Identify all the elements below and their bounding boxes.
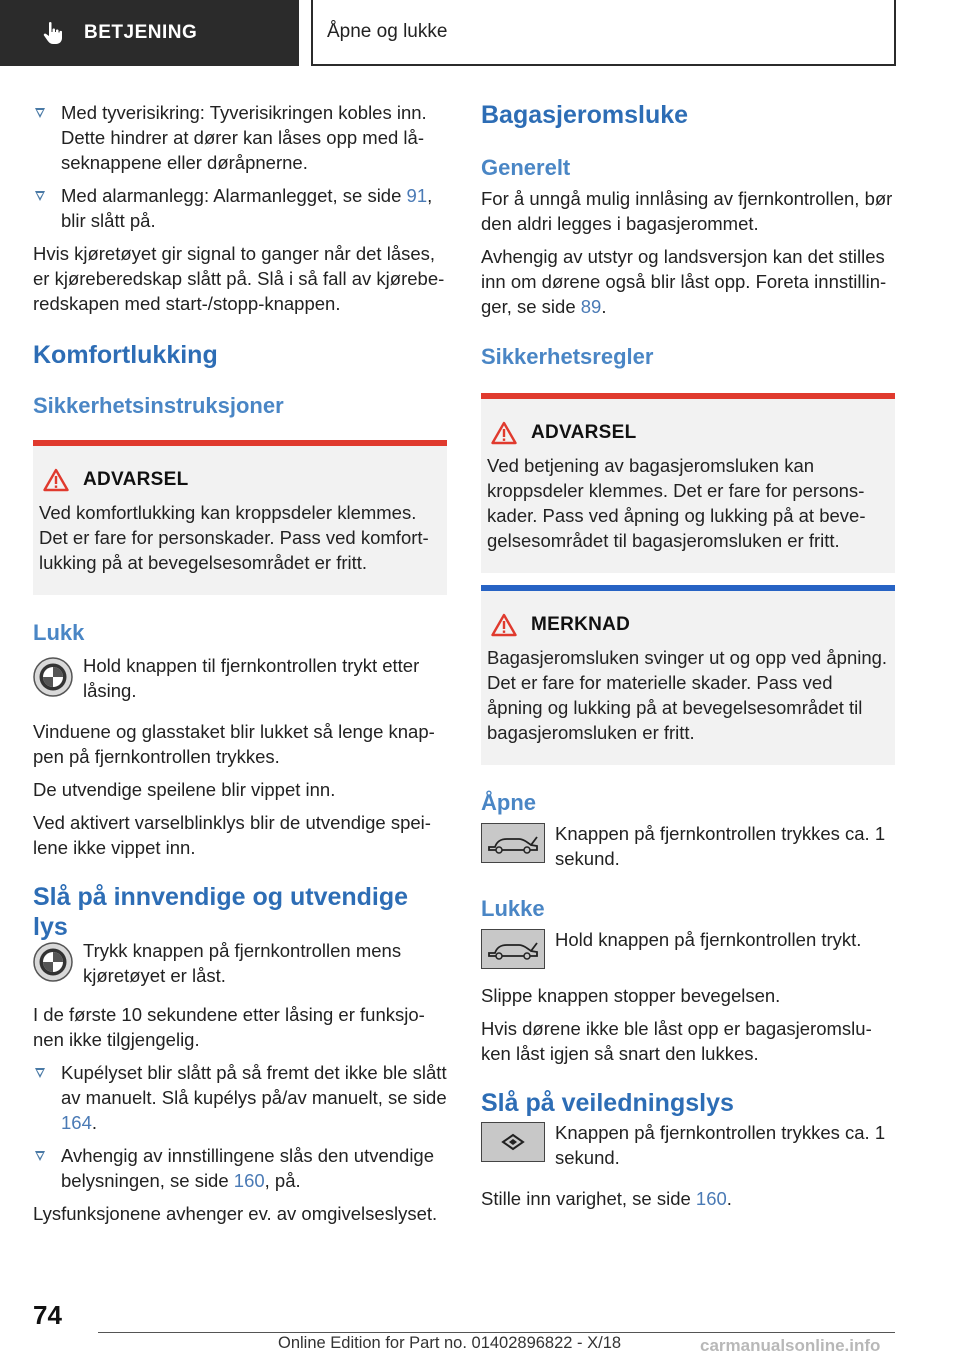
section-heading: Slå på veiledningslys: [481, 1089, 734, 1117]
notice-triangle-icon: [491, 613, 517, 637]
subsection-heading: Sikkerhetsinstruksjoner: [33, 393, 284, 418]
paragraph: For å unngå mulig innlåsing av fjernkontrollen, bør den aldri legges i bagasjerommet.: [481, 188, 893, 234]
icon-instruction: [33, 653, 447, 703]
paragraph: Lysfunksjonene avhenger ev. av omgivelseslyset.: [33, 1203, 438, 1224]
paragraph: Slippe knappen stopper bevegelsen.: [481, 985, 781, 1006]
paragraph: De utvendige speilene blir vippet inn.: [33, 779, 336, 800]
trunk-button-icon: [481, 823, 545, 863]
list-item: Kupélyset blir slått på så fremt det ikke ble slått av manuelt. Slå kupélys på/av manuelt, se side 164.: [33, 1060, 447, 1135]
right-column: [481, 100, 895, 1219]
triangle-bullet-icon: [35, 1151, 45, 1161]
instruction-text: Hold knappen til fjernkontrollen trykt etter låsing.: [83, 655, 420, 701]
triangle-bullet-icon: [35, 108, 45, 118]
warning-triangle-icon: [491, 421, 517, 445]
paragraph: I de første 10 sekundene etter låsing er funksjonen ikke tilgjengelig.: [33, 1004, 425, 1050]
subsection-heading: Generelt: [481, 155, 571, 180]
bmw-logo-icon: [33, 657, 73, 697]
subsection-heading: Åpne: [481, 790, 536, 815]
list-item: Avhengig av innstillingene slås den utvendige belysningen, se side 160, på.: [33, 1143, 447, 1193]
paragraph: Ved aktivert varselblinklys blir de utvendige speilene ikke vippet inn.: [33, 812, 431, 858]
icon-instruction: [33, 938, 447, 988]
list-item: Med alarmanlegg: Alarmanlegget, se side 91, blir slått på.: [33, 183, 447, 233]
page-number: 74: [33, 1300, 62, 1330]
hand-pointer-icon: [40, 20, 66, 46]
instruction-text: Knappen på fjernkontrollen trykkes ca. 1 sekund.: [555, 823, 886, 869]
warning-box: [33, 440, 447, 595]
icon-instruction: [481, 821, 895, 871]
page-link[interactable]: 89: [580, 296, 602, 317]
page-link[interactable]: 91: [406, 185, 428, 206]
section-heading: Slå på innvendige og utvendige lys: [33, 883, 409, 941]
list-item: Med tyverisikring: Tyverisikringen kobles inn. Dette hindrer at dører kan låses opp med låseknappene eller døråpnerne.: [33, 100, 447, 175]
notice-box: [481, 585, 895, 765]
edition-text: Online Edition for Part no. 01402896822 - X/18: [278, 1334, 622, 1352]
warning-title: ADVARSEL: [531, 422, 637, 443]
notice-title: MERKNAD: [531, 614, 631, 635]
section-heading: Bagasjeromsluke: [481, 101, 689, 129]
warning-text: Ved komfortlukking kan kroppsdeler klemmes. Det er fare for personskader. Pass ved komfortlukking på at bevegelsesområdet er fritt.: [39, 502, 429, 573]
paragraph: Hvis dørene ikke ble låst opp er bagasjeromsluken låst igjen så snart den lukkes.: [481, 1018, 872, 1064]
subsection-heading: Lukk: [33, 620, 85, 645]
instruction-text: Knappen på fjernkontrollen trykkes ca. 1 sekund.: [555, 1122, 886, 1168]
page-link[interactable]: 160: [695, 1188, 727, 1209]
instruction-text: Trykk knappen på fjernkontrollen mens kjøretøyet er låst.: [83, 940, 402, 986]
warning-text: Ved betjening av bagasjeromsluken kan kroppsdeler klemmes. Det er fare for personskader. Pass ved åpning og lukking på at bevegelsesområdet til bagasjeromsluken er fritt.: [487, 455, 866, 551]
icon-instruction: [481, 1120, 895, 1170]
section-heading: Komfortlukking: [33, 341, 218, 369]
chapter-title: Åpne og lukke: [311, 0, 896, 66]
subsection-heading: Sikkerhetsregler: [481, 344, 654, 369]
warning-triangle-icon: [43, 468, 69, 492]
icon-instruction: [481, 927, 895, 969]
page-link[interactable]: 164: [61, 1112, 92, 1133]
notice-text: Bagasjeromsluken svinger ut og opp ved åpning. Det er fare for materielle skader. Pass ved åpning og lukking på at bevegelsesområdet til bagasjeromsluken er fritt.: [487, 647, 888, 743]
guide-light-button-icon: [481, 1122, 545, 1162]
page-link[interactable]: 160: [233, 1170, 265, 1191]
page-header: [0, 0, 960, 66]
paragraph: Stille inn varighet, se side 160.: [481, 1188, 732, 1209]
watermark: carmanualsonline.info: [700, 1336, 881, 1355]
triangle-bullet-icon: [35, 1068, 45, 1078]
warning-box: [481, 393, 895, 573]
subsection-heading: Lukke: [481, 896, 545, 921]
section-label: BETJENING: [84, 22, 198, 43]
trunk-button-icon: [481, 929, 545, 969]
warning-title: ADVARSEL: [83, 469, 189, 490]
bmw-logo-icon: [33, 942, 73, 982]
paragraph: Vinduene og glasstaket blir lukket så lenge knappen på fjernkontrollen trykkes.: [33, 721, 435, 767]
section-tab: [0, 0, 299, 66]
paragraph: Hvis kjøretøyet gir signal to ganger når det låses, er kjøreberedskap slått på. Slå i så fall av kjøreberedskapen med start-/stopp-knappen.: [33, 243, 445, 314]
paragraph: Avhengig av utstyr og landsversjon kan det stilles inn om dørene også blir låst opp. Foreta innstillinger, se side 89.: [481, 246, 887, 317]
triangle-bullet-icon: [35, 191, 45, 201]
instruction-text: Hold knappen på fjernkontrollen trykt.: [555, 929, 862, 950]
left-column: [33, 100, 447, 1234]
footer-divider: [98, 1332, 895, 1333]
